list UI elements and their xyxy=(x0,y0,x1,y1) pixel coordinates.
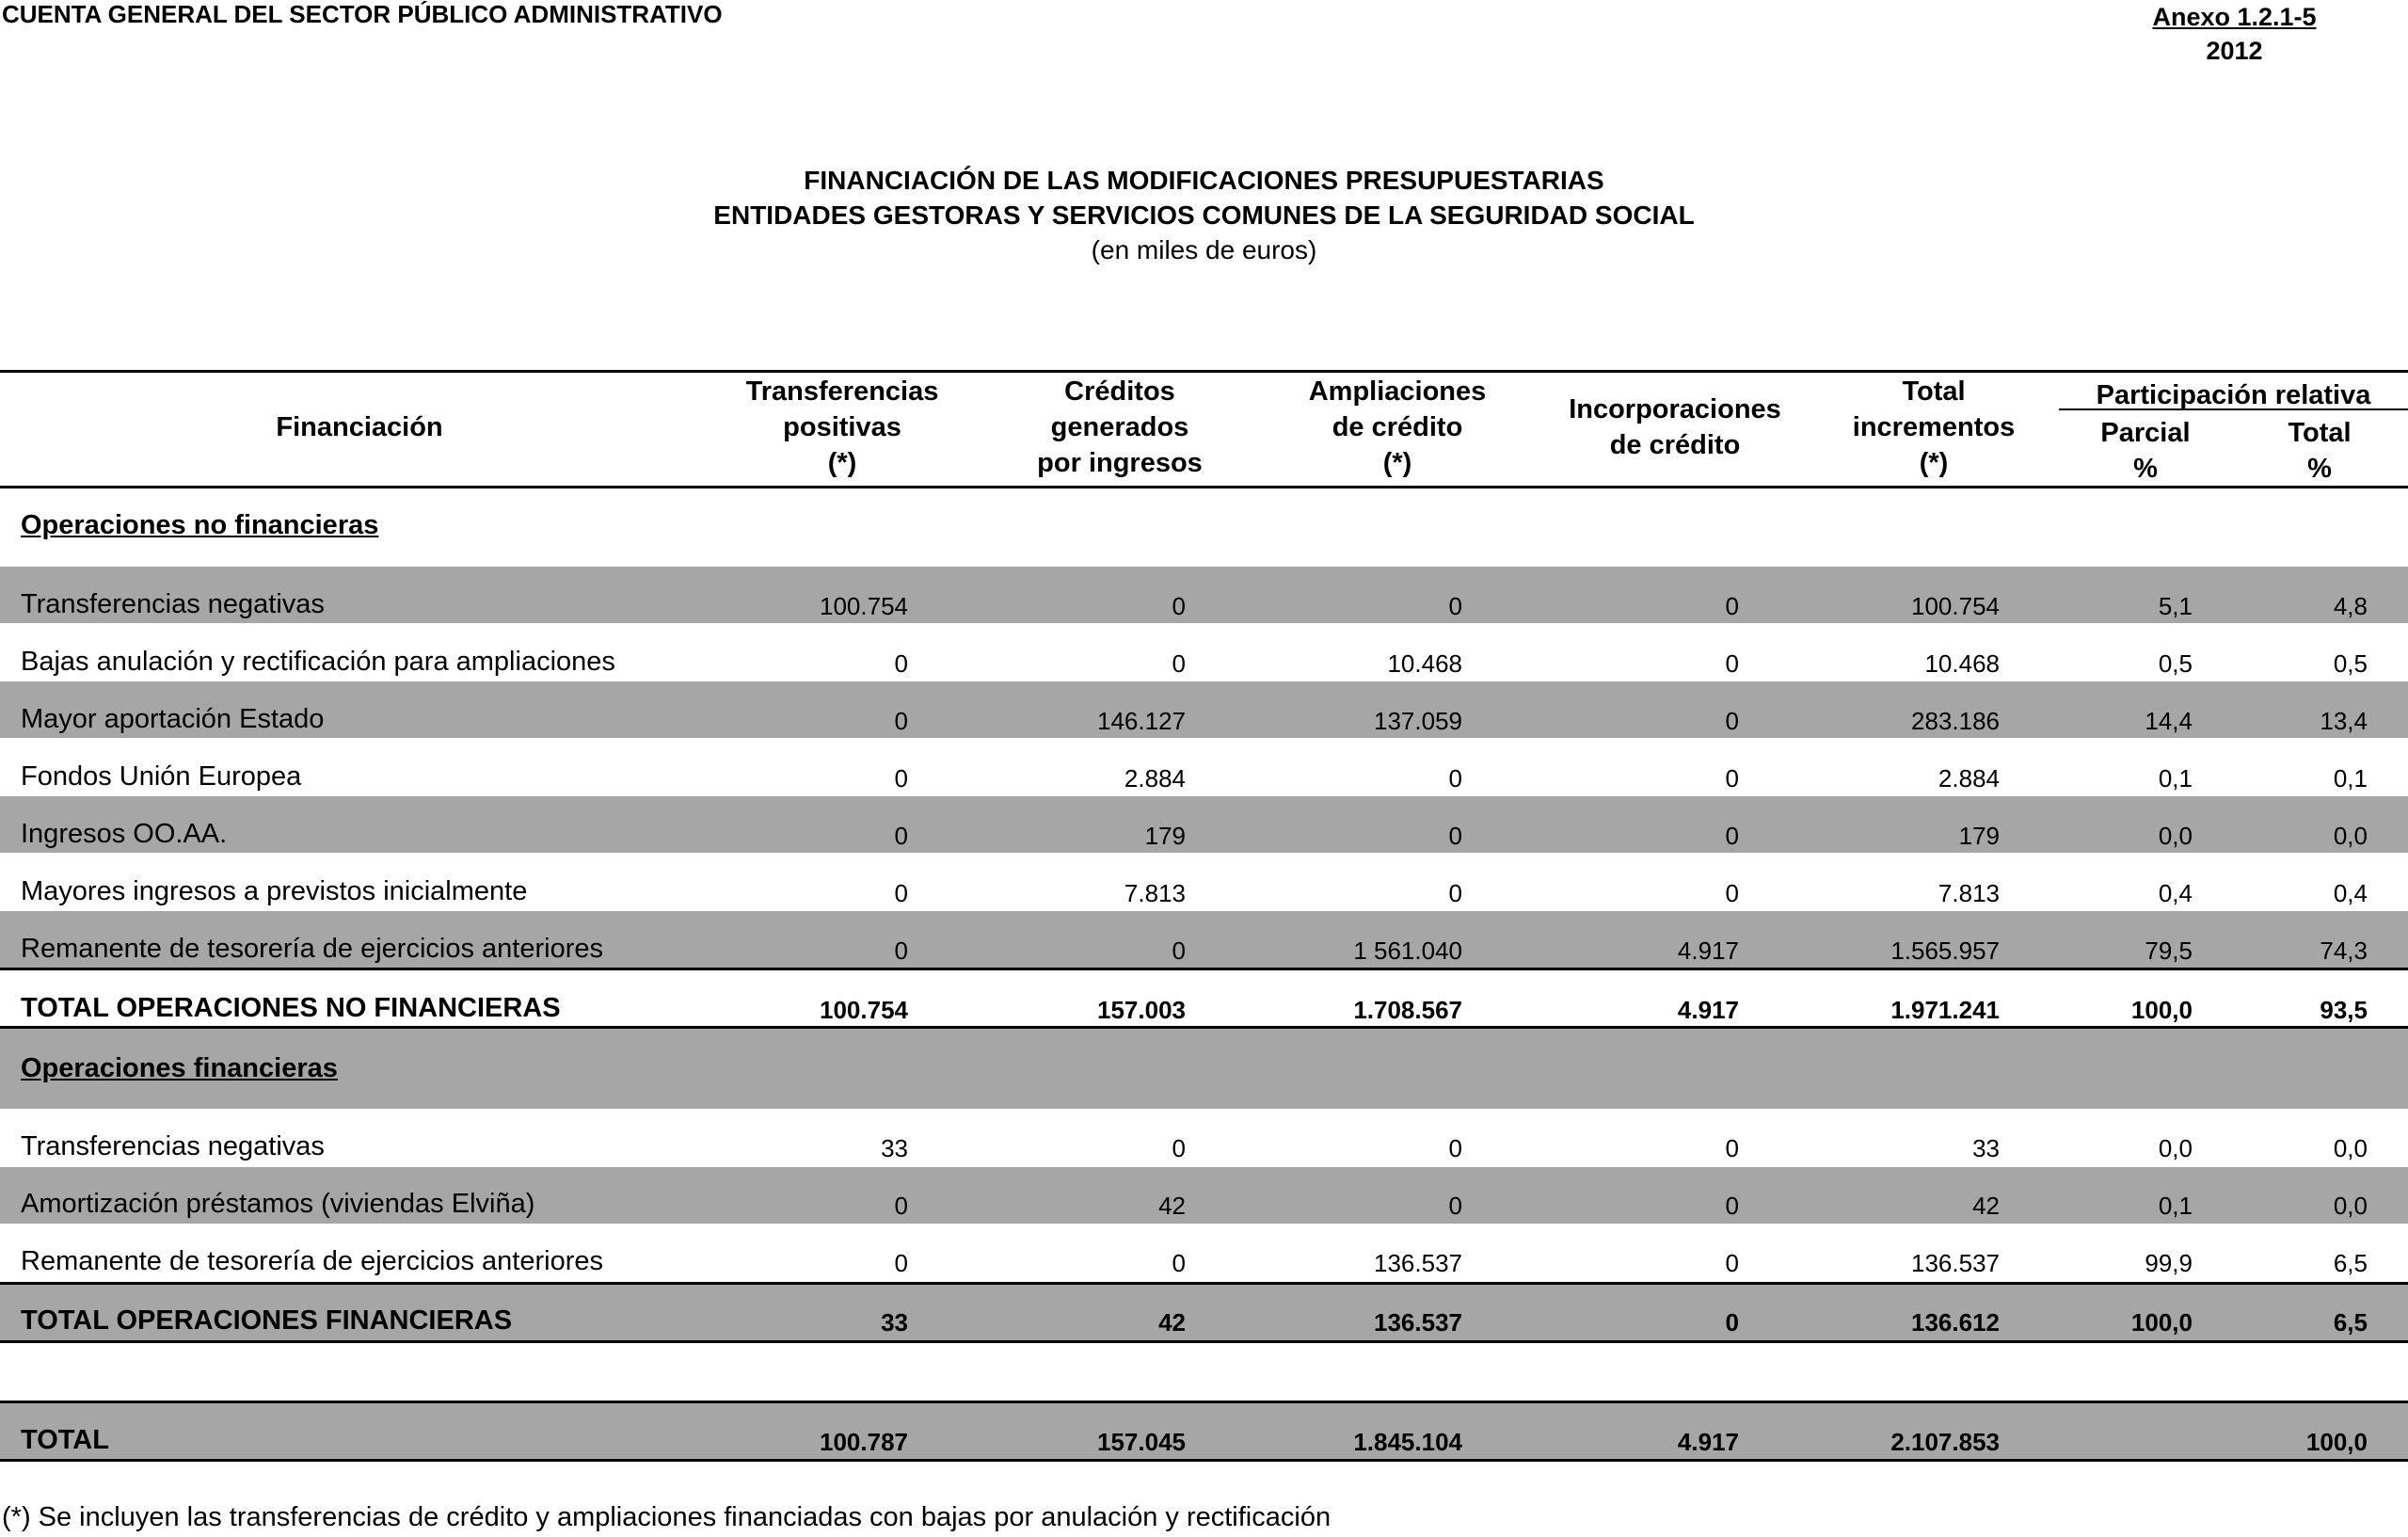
cell-total-pct: 93,5 xyxy=(2320,996,2368,1024)
header-participacion: Participación relativa xyxy=(2096,380,2371,410)
header-financiacion: Financiación xyxy=(276,412,443,442)
cell-creditos: 0 xyxy=(1172,1249,1186,1277)
cell-transferencias: 100.787 xyxy=(820,1428,908,1456)
cell-total-incrementos: 100.754 xyxy=(1911,592,2000,620)
cell-incorporaciones: 0 xyxy=(1725,592,1739,620)
section-financieras: Operaciones financieras xyxy=(21,1053,338,1083)
cell-total-pct: 0,4 xyxy=(2333,879,2368,907)
cell-total-incrementos: 136.537 xyxy=(1911,1249,2000,1277)
cell-total-incrementos: 42 xyxy=(1972,1192,2000,1220)
cell-transferencias: 0 xyxy=(894,822,908,850)
cell-parcial-pct: 0,1 xyxy=(2158,1192,2193,1220)
total-top-rule xyxy=(0,1401,2408,1403)
cell-incorporaciones: 0 xyxy=(1725,649,1739,678)
row-label: Fondos Unión Europea xyxy=(21,761,302,792)
total-row-label: TOTAL xyxy=(21,1425,109,1455)
row-label: Remanente de tesorería de ejercicios anteriores xyxy=(21,934,603,964)
cell-total-incrementos: 10.468 xyxy=(1924,649,2000,678)
cell-transferencias: 33 xyxy=(881,1308,908,1337)
cell-total-pct: 6,5 xyxy=(2333,1308,2368,1337)
header-transferencias: Transferencias positivas (*) xyxy=(745,376,939,478)
row-label: Mayores ingresos a previstos inicialmente xyxy=(21,876,528,906)
cell-parcial-pct: 0,1 xyxy=(2158,764,2193,793)
cell-transferencias: 0 xyxy=(894,1192,908,1220)
cell-incorporaciones: 0 xyxy=(1725,764,1739,793)
cell-total-pct: 0,0 xyxy=(2333,1192,2368,1220)
cell-transferencias: 0 xyxy=(894,764,908,793)
annex-block xyxy=(2138,0,2331,68)
row-label: Transferencias negativas xyxy=(21,1131,325,1161)
cell-ampliaciones: 0 xyxy=(1448,1192,1462,1220)
cell-transferencias: 100.754 xyxy=(820,592,908,620)
cell-creditos: 179 xyxy=(1144,822,1186,850)
subtotal-bottom-rule xyxy=(0,1340,2408,1343)
cell-ampliaciones: 0 xyxy=(1448,822,1462,850)
cell-transferencias: 100.754 xyxy=(820,996,908,1024)
cell-incorporaciones: 0 xyxy=(1725,822,1739,850)
total-row-label: TOTAL OPERACIONES NO FINANCIERAS xyxy=(21,993,561,1023)
cell-transferencias: 0 xyxy=(894,707,908,735)
header-creditos: Créditos generados por ingresos xyxy=(1037,376,1203,478)
row-label: Amortización préstamos (viviendas Elviña) xyxy=(21,1189,535,1219)
cell-transferencias: 33 xyxy=(881,1134,908,1162)
cell-ampliaciones: 10.468 xyxy=(1387,649,1462,678)
cell-parcial-pct: 0,5 xyxy=(2158,649,2193,678)
cell-ampliaciones: 0 xyxy=(1448,592,1462,620)
cell-incorporaciones: 4.917 xyxy=(1677,937,1739,965)
cell-incorporaciones: 4.917 xyxy=(1677,996,1739,1024)
cell-creditos: 42 xyxy=(1158,1192,1186,1220)
cell-incorporaciones: 0 xyxy=(1725,1192,1739,1220)
table-top-rule xyxy=(0,370,2408,373)
cell-incorporaciones: 0 xyxy=(1725,1134,1739,1162)
cell-transferencias: 0 xyxy=(894,937,908,965)
cell-incorporaciones: 4.917 xyxy=(1677,1428,1739,1456)
cell-parcial-pct: 100,0 xyxy=(2130,1308,2193,1337)
cell-total-pct: 6,5 xyxy=(2333,1249,2368,1277)
cell-ampliaciones: 1 561.040 xyxy=(1353,937,1462,965)
cell-total-incrementos: 7.813 xyxy=(1938,879,2000,907)
cell-ampliaciones: 137.059 xyxy=(1374,707,1462,735)
cell-creditos: 0 xyxy=(1172,1134,1186,1162)
cell-total-incrementos: 136.612 xyxy=(1911,1308,2000,1337)
cell-creditos: 42 xyxy=(1158,1308,1186,1337)
cell-transferencias: 0 xyxy=(894,879,908,907)
cell-total-incrementos: 1.971.241 xyxy=(1890,996,2000,1024)
title-line-2: ENTIDADES GESTORAS Y SERVICIOS COMUNES DE LA SEGURIDAD SOCIAL xyxy=(713,200,1695,230)
cell-parcial-pct: 100,0 xyxy=(2130,996,2193,1024)
row-label: Transferencias negativas xyxy=(21,589,325,619)
cell-ampliaciones: 0 xyxy=(1448,1134,1462,1162)
cell-total-pct: 4,8 xyxy=(2333,592,2368,620)
page-header-title: CUENTA GENERAL DEL SECTOR PÚBLICO ADMINISTRATIVO xyxy=(2,0,723,28)
title-line-1: FINANCIACIÓN DE LAS MODIFICACIONES PRESUPUESTARIAS xyxy=(804,166,1604,195)
cell-creditos: 157.003 xyxy=(1097,996,1186,1024)
cell-ampliaciones: 0 xyxy=(1448,764,1462,793)
annex-year: 2012 xyxy=(2206,37,2263,65)
annex-label: Anexo 1.2.1-5 xyxy=(2152,3,2317,31)
row-band xyxy=(0,1402,2408,1461)
cell-creditos: 0 xyxy=(1172,649,1186,678)
subtotal-bottom-rule xyxy=(0,1026,2408,1029)
header-parcial: Parcial % xyxy=(2100,418,2191,484)
total-bottom-rule xyxy=(0,1459,2408,1462)
cell-total-incrementos: 179 xyxy=(1958,822,2000,850)
cell-incorporaciones: 0 xyxy=(1725,879,1739,907)
cell-incorporaciones: 0 xyxy=(1725,1249,1739,1277)
cell-parcial-pct: 99,9 xyxy=(2145,1249,2193,1277)
cell-parcial-pct: 5,1 xyxy=(2158,592,2193,620)
row-label: Mayor aportación Estado xyxy=(21,704,325,734)
cell-total-pct: 0,5 xyxy=(2333,649,2368,678)
cell-total-pct: 13,4 xyxy=(2320,707,2368,735)
cell-ampliaciones: 0 xyxy=(1448,879,1462,907)
cell-total-incrementos: 2.884 xyxy=(1938,764,2000,793)
cell-parcial-pct: 0,4 xyxy=(2158,879,2193,907)
row-label: Remanente de tesorería de ejercicios anteriores xyxy=(21,1246,603,1276)
cell-parcial-pct: 0,0 xyxy=(2158,822,2193,850)
row-label: Ingresos OO.AA. xyxy=(21,819,228,849)
cell-incorporaciones: 0 xyxy=(1725,707,1739,735)
cell-total-pct: 0,0 xyxy=(2333,1134,2368,1162)
header-ampliaciones: Ampliaciones de crédito (*) xyxy=(1308,376,1487,478)
header-total-pct: Total % xyxy=(2288,418,2352,484)
section-no-financieras: Operaciones no financieras xyxy=(21,510,379,540)
total-row-label: TOTAL OPERACIONES FINANCIERAS xyxy=(21,1305,513,1336)
cell-creditos: 0 xyxy=(1172,592,1186,620)
cell-parcial-pct: 79,5 xyxy=(2145,937,2193,965)
report-title xyxy=(0,163,2408,267)
section-band xyxy=(0,1028,2408,1109)
cell-creditos: 0 xyxy=(1172,937,1186,965)
row-label: Bajas anulación y rectificación para ampliaciones xyxy=(21,647,615,677)
cell-ampliaciones: 1.708.567 xyxy=(1353,996,1462,1024)
cell-creditos: 2.884 xyxy=(1124,764,1186,793)
cell-total-pct: 0,0 xyxy=(2333,822,2368,850)
cell-total-incrementos: 2.107.853 xyxy=(1890,1428,2000,1456)
cell-ampliaciones: 136.537 xyxy=(1374,1308,1462,1337)
cell-creditos: 7.813 xyxy=(1124,879,1186,907)
header-total-incrementos: Total incrementos (*) xyxy=(1852,376,2016,478)
cell-total-pct: 0,1 xyxy=(2333,764,2368,793)
cell-total-incrementos: 1.565.957 xyxy=(1890,937,2000,965)
cell-total-pct: 100,0 xyxy=(2305,1428,2368,1456)
cell-parcial-pct: 14,4 xyxy=(2145,707,2193,735)
header-incorporaciones: Incorporaciones de crédito xyxy=(1569,394,1781,460)
cell-transferencias: 0 xyxy=(894,1249,908,1277)
cell-parcial-pct: 0,0 xyxy=(2158,1134,2193,1162)
subtotal-top-rule xyxy=(0,1282,2408,1285)
cell-transferencias: 0 xyxy=(894,649,908,678)
cell-total-pct: 74,3 xyxy=(2320,937,2368,965)
cell-ampliaciones: 1.845.104 xyxy=(1353,1428,1462,1456)
cell-ampliaciones: 136.537 xyxy=(1374,1249,1462,1277)
footnote: (*) Se incluyen las transferencias de crédito y ampliaciones financiadas con bajas por anulación y rectificación xyxy=(2,1502,1332,1532)
cell-creditos: 157.045 xyxy=(1097,1428,1186,1456)
subtotal-top-rule xyxy=(0,968,2408,970)
cell-total-incrementos: 283.186 xyxy=(1911,707,2000,735)
cell-total-incrementos: 33 xyxy=(1972,1134,2000,1162)
title-units: (en miles de euros) xyxy=(1091,235,1317,264)
cell-incorporaciones: 0 xyxy=(1725,1308,1739,1337)
cell-creditos: 146.127 xyxy=(1097,707,1186,735)
